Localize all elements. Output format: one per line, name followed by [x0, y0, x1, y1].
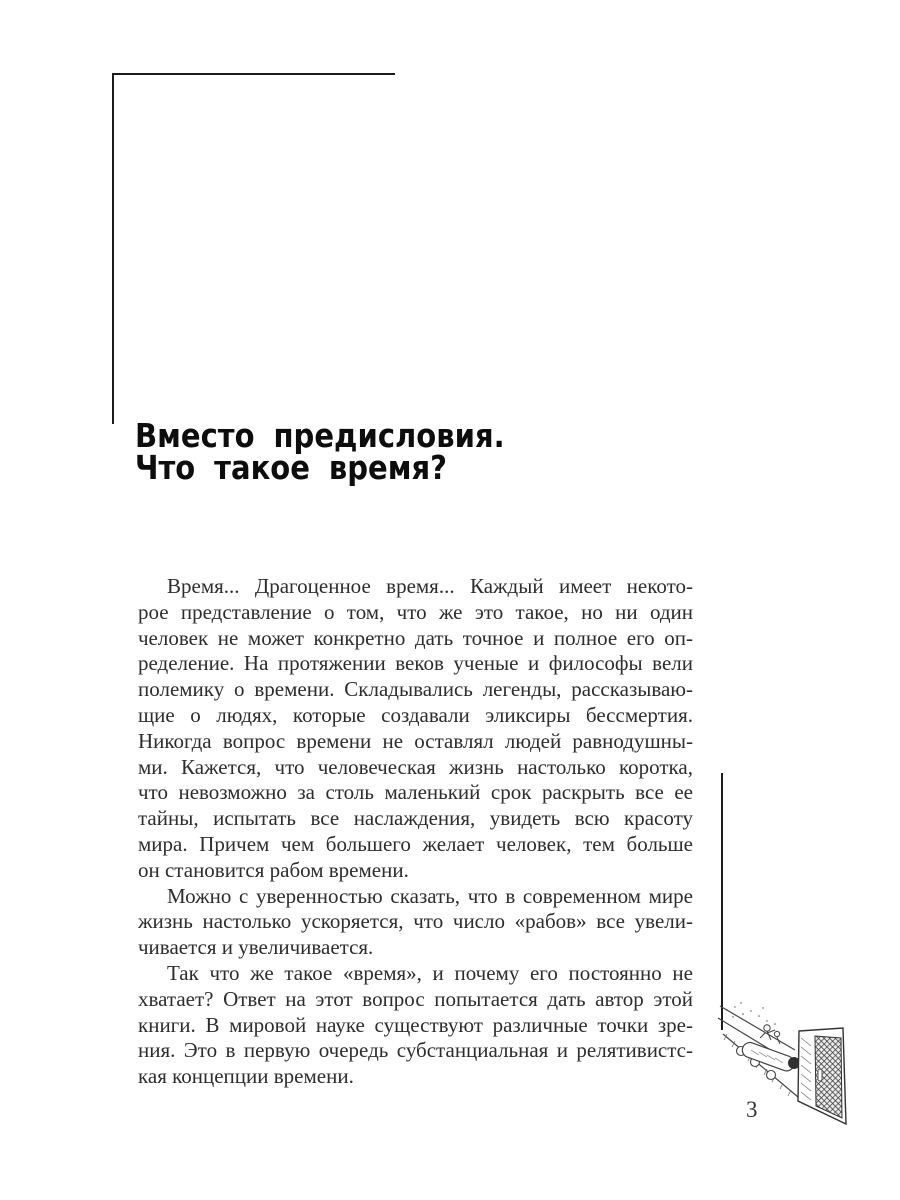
- body-line: щие о людях, которые создавали эликсиры бессмертия.: [138, 702, 693, 727]
- body-line: ния. Это в первую очередь субстанциальная и релятивистс-: [138, 1038, 693, 1063]
- cart: [737, 1040, 801, 1079]
- body-line: Можно с уверенностью сказать, что в современном мире: [167, 883, 693, 908]
- body-line: кая концепции времени.: [138, 1064, 354, 1089]
- body-line: полемику о времени. Складывались легенды, рассказываю-: [138, 677, 693, 702]
- door-cart-sketch-illustration: [715, 1000, 865, 1135]
- body-line: мира. Причем чем большего желает человек, тем больше: [138, 831, 693, 856]
- body-line: он становится рабом времени.: [138, 857, 409, 882]
- top-left-frame-horizontal-rule: [112, 73, 395, 75]
- body-line: Время... Драгоценное время... Каждый имеет некото-: [167, 574, 693, 598]
- open-door: [798, 1028, 846, 1124]
- body-text: [138, 574, 693, 1090]
- body-line: Никогда вопрос времени не оставлял людей равнодушны-: [138, 728, 693, 753]
- tiny-figures: [760, 1025, 780, 1044]
- body-line: ми. Кажется, что человеческая жизнь настолько коротка,: [138, 754, 693, 779]
- right-margin-rule: [721, 773, 723, 1030]
- body-line: Так что же такое «время», и почему его постоянно не: [167, 960, 693, 985]
- body-line: что невозможно за столь маленький срок раскрыть все ее: [138, 780, 693, 805]
- body-line: человек не может конкретно дать точное и полное его оп-: [138, 625, 693, 650]
- body-line: чивается и увеличивается.: [138, 935, 374, 960]
- top-left-frame-vertical-rule: [112, 73, 114, 424]
- body-line: тайны, испытать все наслаждения, увидеть всю красоту: [138, 806, 693, 831]
- chapter-heading-line-1: Вместо предисловия.: [135, 416, 505, 455]
- body-line: книги. В мировой науке существуют различные точки зре-: [138, 1012, 693, 1037]
- page-number: 3: [746, 1097, 758, 1122]
- body-line: жизнь настолько ускоряется, что число «рабов» все увели-: [138, 909, 693, 934]
- body-line: ределение. На протяжении веков ученые и философы вели: [138, 651, 693, 676]
- body-line: рое представление о том, что же это такое, но ни один: [138, 599, 693, 624]
- body-line: хватает? Ответ на этот вопрос попытается дать автор этой: [138, 986, 693, 1011]
- chapter-heading-line-2: Что такое время?: [135, 448, 447, 487]
- chapter-heading: [135, 416, 505, 487]
